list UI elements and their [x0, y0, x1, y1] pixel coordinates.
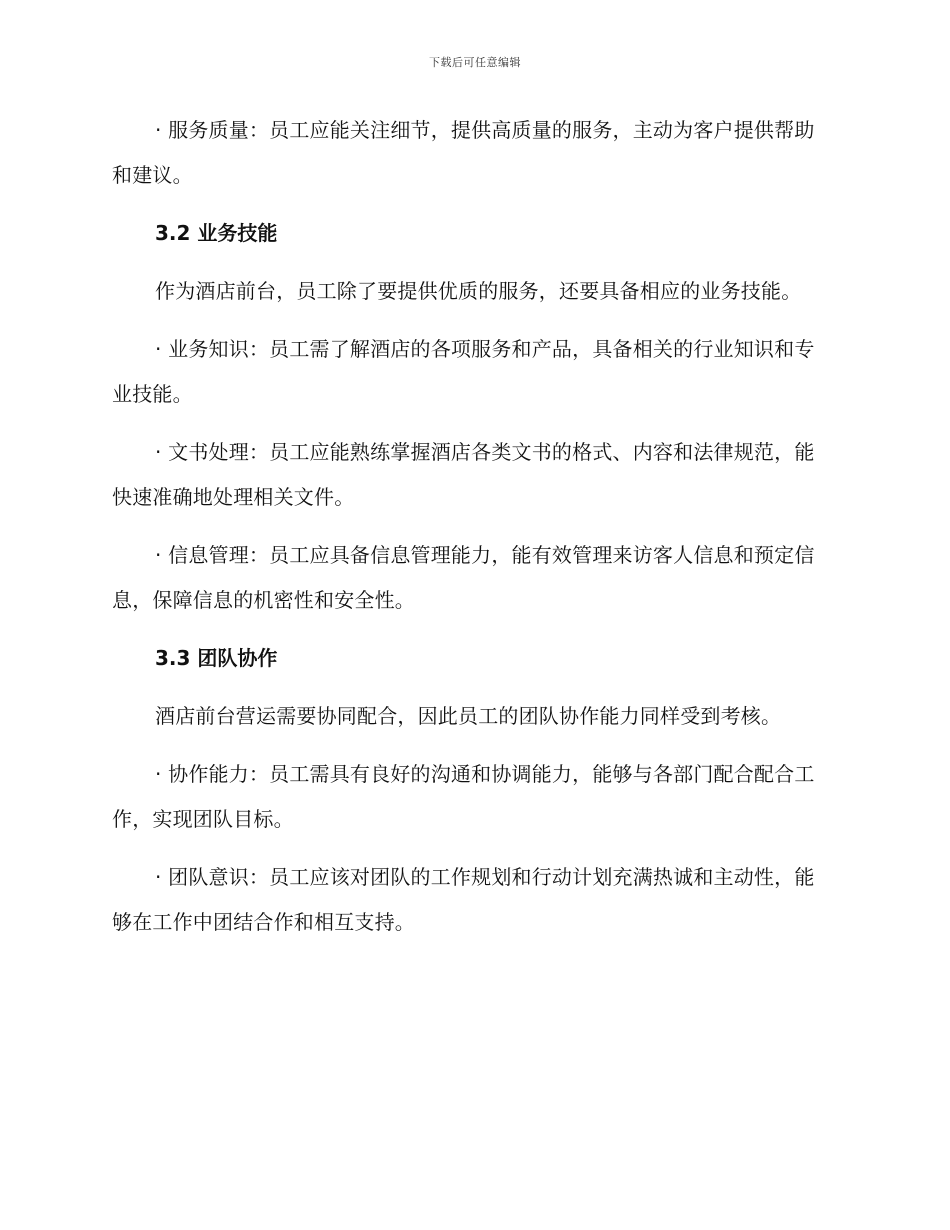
paragraph-information-management: · 信息管理：员工应具备信息管理能力，能有效管理来访客人信息和预定信息，保障信息的机密性和安全性。: [112, 543, 815, 612]
paragraph-teamwork-intro: 酒店前台营运需要协同配合，因此员工的团队协作能力同样受到考核。: [155, 704, 782, 728]
paragraph-business-skills-intro: 作为酒店前台，员工除了要提供优质的服务，还要具备相应的业务技能。: [155, 279, 802, 303]
paragraph-service-quality: · 服务质量：员工应能关注细节，提供高质量的服务，主动为客户提供帮助和建议。: [112, 118, 815, 187]
page-header: 下载后可任意编辑: [429, 56, 521, 69]
paragraph-business-knowledge: · 业务知识：员工需了解酒店的各项服务和产品，具备相关的行业知识和专业技能。: [112, 337, 815, 406]
paragraph-document-handling: · 文书处理：员工应能熟练掌握酒店各类文书的格式、内容和法律规范，能快速准确地处理相关文件。: [112, 440, 815, 509]
section-heading-3-2: 3.2 业务技能: [155, 221, 278, 245]
section-heading-3-3: 3.3 团队协作: [155, 646, 278, 670]
document-body: [112, 108, 824, 958]
paragraph-collaboration-ability: · 协作能力：员工需具有良好的沟通和协调能力，能够与各部门配合配合工作，实现团队目标。: [112, 762, 815, 831]
paragraph-team-awareness: · 团队意识：员工应该对团队的工作规划和行动计划充满热诚和主动性，能够在工作中团结合作和相互支持。: [112, 865, 815, 934]
